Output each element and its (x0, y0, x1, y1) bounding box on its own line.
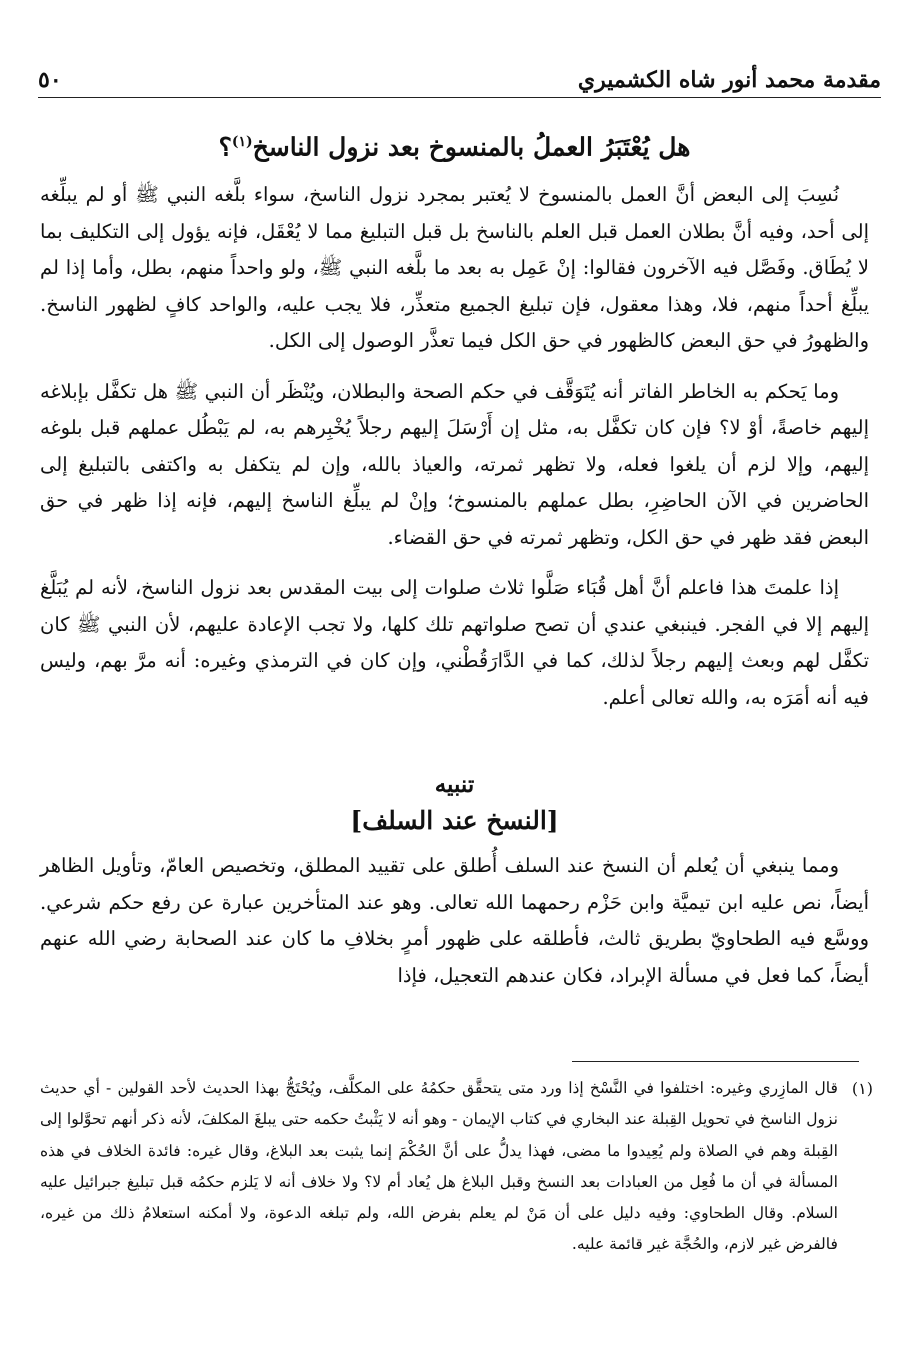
section-heading-text: هل يُعْتَبَرُ العملُ بالمنسوخ بعد نزول الناسخ (252, 132, 691, 162)
footnote (40, 1073, 873, 1261)
paragraph: إذا علمتَ هذا فاعلم أنَّ أهل قُبَاء صَلَّوا ثلاث صلوات إلى بيت المقدس بعد نزول الناسخ، لأنه لم يُبَلَّغ إليهم إلا في الفجر. فينبغي عندي أن تصح صلواتهم تلك كلها، ولا تجب الإعادة عليهم، لأن النبي ﷺ كان تكفَّل لهم وبعث إليهم رجلاً لذلك، كما في الدَّارَقُطْني، وإن كان في الترمذي وغيره: أنه مرَّ بهم، وليس فيه أنه أمَرَه به، والله تعالى أعلم. (40, 576, 869, 709)
running-title: مقدمة محمد أنور شاه الكشميري (577, 67, 881, 93)
running-header (38, 58, 881, 98)
main-text (40, 122, 869, 994)
footnote-marker: (١) (851, 1079, 873, 1098)
footnote-text: قال المازِري وغيره: اختلفوا في النَّسْخ إذا ورد متى يتحقَّق حكمُهُ على المكلَّف، ويُحْتَجُّ بهذا الحديث لأحد القولين - أي حديث نزول الناسخ في تحويل القِبلة عند البخاري في كتاب الإيمان - وهو أنه لا يَثْبتُ حكمه حتى يبلغَ المكلفَ، لأنه ذكر أنهم تحوَّلوا إلى القِبلة وهم في الصلاة ولم يُعِيدوا ما مضى، فهذا يدلُّ على أنَّ الحُكْمَ إنما يثبت بعد البلاغ، وقال غيره: فائدة الخلاف في هذه المسألة في أن ما فُعِل من العبادات بعد النسخ وقبل البلاغ هل يُعاد أم لا؟ ولا خلاف أنه لا يَلزم حكمُه قبل تبليغ جبرائيل عليه السلام. وقال الطحاوي: وفيه دليل على أن مَنْ لم يعلم بفرض الله، ولم تبلغه الدعوة، ولا أمكنه استعلامُ ذلك من غيره، فالفرض غير لازم، والحُجَّة غير قائمة عليه. (40, 1079, 838, 1254)
notice-heading: تنبيه (434, 771, 475, 799)
notice-subheading: [النسخ عند السلف] (350, 806, 559, 836)
section-heading-end: ؟ (218, 132, 232, 162)
footnote-ref[interactable]: (١) (231, 134, 253, 150)
section-heading (40, 122, 869, 167)
paragraph: وما يَحكم به الخاطر الفاتر أنه يُتَوَقَّف في حكم الصحة والبطلان، ويُنْظَر أن النبي ﷺ هل تكفَّل بإبلاغه إليهم خاصةً، أوْ لا؟ فإن كان تكفَّل به، مثل إن أَرْسَلَ إليهم رجلاً يُخْبِرهم به، لم يَبْطُل عملهم قبل بلوغه إليهم، وإلا لزم أن يلغوا فعله، ولا تظهر ثمرته، والعياذ بالله، وإن لم يتكفل به واكتفى بالتبليغ إلى الحاضرين في الآن الحاضِرِ، بطل عملهم بالمنسوخ؛ وإنْ لم يبلِّغ الناسخ إليهم، فإنه إذا ظهر في حق البعض فقد ظهر في حق الكل، وتظهر ثمرته في حق القضاء. (40, 379, 869, 549)
paragraph: ومما ينبغي أن يُعلم أن النسخ عند السلف أُطلق على تقييد المطلق، وتخصيص العامّ، وتأويل الظاهر أيضاً، نص عليه ابن تيميَّة وابن حَزْم رحمهما الله تعالى. وهو عند المتأخرين عبارة عن رفع حكم شرعي. ووسَّع فيه الطحاويّ بطريق ثالث، فأطلقه على ظهور أمرٍ بخلافِ ما كان عند الصحابة رضي الله عنهم أيضاً، كما فعل في مسألة الإبراد، فكان عندهم التعجيل، فإذا (40, 854, 869, 987)
page-number: ٥٠ (38, 67, 62, 93)
footnote-separator (572, 1061, 859, 1062)
paragraph: نُسِبَ إلى البعض أنَّ العمل بالمنسوخ لا يُعتبر بمجرد نزول الناسخ، سواء بلَّغه النبي ﷺ أو لم يبلِّغه إلى أحد، وفيه أنَّ بطلان العمل قبل العلم بالناسخ بل قبل التبليغ مما لا يُعْقَل، فإنه يؤول إلى التكليف بما لا يُطَاق. وفَصَّل فيه الآخرون فقالوا: إنْ عَمِل به بعد ما بلَّغه النبي ﷺ، ولو واحداً منهم، بطل، وأما إذا لم يبلِّغ أحداً منهم، فلا، وهذا معقول، فإن تبليغ الجميع متعذِّر، فلا يجب عليه، والواحد كافٍ لظهور الناسخ. والظهورُ في حق البعض كالظهور في حق الكل فيما تعذَّر الوصول إلى الكل. (40, 183, 869, 353)
